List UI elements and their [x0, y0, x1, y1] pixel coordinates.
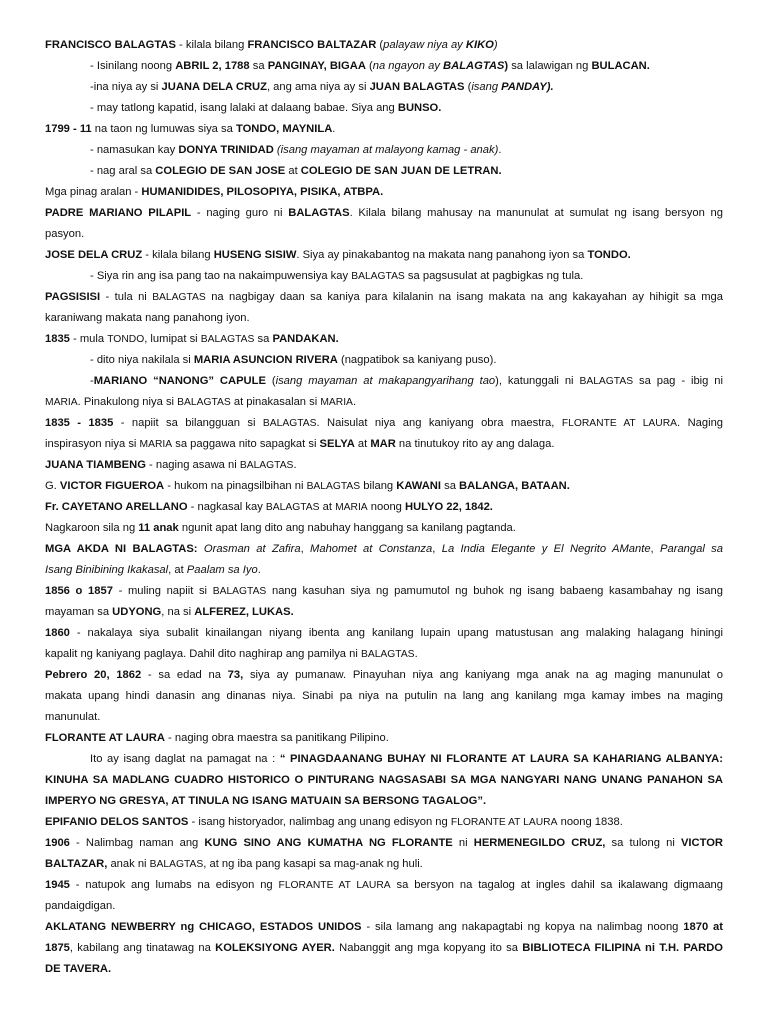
bold-italic-wrapper [501, 81, 553, 93]
bold-text: “ PINAGDAANANG BUHAY NI FLORANTE AT LAURA SA KAHARIANG ALBANYA: [279, 753, 723, 765]
text-line [45, 749, 723, 770]
bold-text: KINUHA SA MADLANG CUADRO HISTORICO O PINTURANG NAGSASABI SA MGA NANGYARI NANG UNANG PANAHON SA [45, 774, 723, 786]
small-caps-name: BALAGTAS [239, 460, 294, 471]
text-run: ( [464, 81, 472, 93]
bold-text: 1835 [45, 333, 70, 345]
bold-text: JUAN BALAGTAS [369, 81, 465, 93]
text-run: , at [168, 564, 187, 576]
text-run: at pinakasalan si [230, 396, 321, 408]
bold-text: VICTOR FIGUEROA [59, 480, 165, 492]
text-line [45, 791, 723, 812]
bold-text: 1906 [45, 837, 70, 849]
italic-text: La India Elegante y El Negrito AMante [441, 543, 651, 555]
small-caps-name: BALAGTAS [262, 418, 317, 429]
bold-text: 1860 [45, 627, 70, 639]
text-line [45, 665, 723, 686]
text-line [45, 98, 723, 119]
text-run: - kilala bilang [142, 249, 214, 261]
text-line [45, 308, 723, 329]
text-line [45, 707, 723, 728]
text-run: . Kilala bilang mahusay na manunulat at sumulat ng isang bersyon ng [349, 207, 723, 219]
bold-text: UDYONG [112, 606, 162, 618]
italic-text: Mahomet at Constanza [310, 543, 433, 555]
text-line [45, 455, 723, 476]
text-run: - naging guro ni [191, 207, 289, 219]
text-run: , [300, 543, 311, 555]
small-caps-name: MARIA [45, 397, 78, 408]
text-run: , lumipat si [144, 333, 201, 345]
text-line [45, 350, 723, 371]
small-caps-name: BALAGTAS [360, 649, 415, 660]
text-run: pandaigdigan. [45, 900, 116, 912]
bold-text: HUSENG SISIW [213, 249, 297, 261]
text-run: - hukom na pinagsilbihan ni [164, 480, 307, 492]
bold-italic-text: PANDAY). [501, 81, 554, 93]
bold-text: JUANA TIAMBENG [45, 459, 146, 471]
text-line [45, 581, 723, 602]
text-run: - [90, 375, 94, 387]
text-line [45, 224, 723, 245]
text-run: - sa edad na [141, 669, 228, 681]
text-line [45, 245, 723, 266]
text-run: , ang ama niya ay si [266, 81, 370, 93]
small-caps-name: FLORANTE AT LAURA [561, 418, 678, 429]
bold-text: HULYO 22, 1842. [405, 501, 493, 513]
bold-text: 1856 o 1857 [45, 585, 113, 597]
text-run: sa lalawigan ng [508, 60, 592, 72]
text-line [45, 728, 723, 749]
text-line [45, 287, 723, 308]
bold-text: MAR [370, 438, 396, 450]
small-caps-name: BALAGTAS [306, 481, 361, 492]
bold-text: COLEGIO DE SAN JOSE [155, 165, 286, 177]
bold-text: PANGINAY, BIGAA [267, 60, 366, 72]
text-run: , kabilang ang tinatawag na [69, 942, 216, 954]
text-run: siya ay pumanaw. Pinayuhan niya ang kaniyang mga anak na ag maging manunulat o [243, 669, 723, 681]
text-run: - naging asawa ni [145, 459, 240, 471]
text-run: - mula [69, 333, 108, 345]
text-run: noong [367, 501, 406, 513]
text-line [45, 434, 723, 455]
text-run: . [293, 459, 297, 471]
italic-text: isang mayaman at makapangyarihang tao [275, 375, 496, 387]
text-line [45, 644, 723, 665]
text-run: - naging obra maestra sa panitikang Pilipino. [164, 732, 389, 744]
small-caps-name: BALAGTAS [200, 334, 255, 345]
bold-text: JUANA DELA CRUZ [161, 81, 267, 93]
text-run: ni [452, 837, 474, 849]
small-caps-name: BALAGTAS [149, 859, 204, 870]
bold-text: KOLEKSIYONG AYER. [215, 942, 335, 954]
text-run: at [319, 501, 336, 513]
text-run: - nakalaya siya subalit kinailangan niyang ibenta ang kanilang lupain upang matustusan ang malaking halagang hiningi [69, 627, 723, 639]
bold-italic-wrapper [466, 39, 494, 51]
text-line [45, 896, 723, 917]
text-line [45, 77, 723, 98]
text-run: - nagkasal kay [187, 501, 266, 513]
text-run: sa tulong ni [605, 837, 681, 849]
text-run: nang kasuhan siya ng pamumutol ng buhok ng isang babaeng kasambahay ng isang [266, 585, 723, 597]
bold-text: FRANCISCO BALAGTAS [45, 39, 176, 51]
bold-text: FLORANTE AT LAURA [45, 732, 165, 744]
text-line [45, 119, 723, 140]
small-caps-name: BALAGTAS [177, 397, 231, 408]
text-line [45, 560, 723, 581]
text-run: na tinutukoy rito ay ang dalaga. [395, 438, 555, 450]
bold-text: BIBLIOTECA FILIPINA ni T.H. PARDO [522, 942, 723, 954]
bold-text: FRANCISCO BALTAZAR [247, 39, 377, 51]
bold-text: VICTOR [680, 837, 723, 849]
bold-text: 1799 - 11 [45, 123, 92, 135]
bold-text: BULACAN. [591, 60, 650, 72]
text-line [45, 917, 723, 938]
text-run: bilang [360, 480, 397, 492]
italic-text: Paalam sa Iyo [186, 564, 258, 576]
text-run: at [354, 438, 371, 450]
text-line [45, 497, 723, 518]
text-run: - tula ni [100, 291, 153, 303]
text-run: - Siya rin ang isa pang tao na nakaimpuwensiya kay [90, 270, 352, 282]
small-caps-name: FLORANTE AT LAURA [450, 817, 558, 828]
text-run: G. [45, 480, 60, 492]
bold-text: BALAGTAS [288, 207, 350, 219]
text-run: anak ni [107, 858, 150, 870]
bold-text: BUNSO. [397, 102, 442, 114]
small-caps-name: TONDO [107, 334, 145, 345]
text-line [45, 770, 723, 791]
bold-text: EPIFANIO DELOS SANTOS [45, 816, 189, 828]
bold-text: IMPERYO NG GRESYA, AT TINULA NG ISANG MATUAIN SA BERSONG TAGALOG”. [45, 795, 487, 807]
text-line [45, 329, 723, 350]
text-run: -ina niya ay si [90, 81, 162, 93]
text-run: - may tatlong kapatid, isang lalaki at dalaang babae. Siya ang [90, 102, 398, 114]
text-run: - Isinilang noong [90, 60, 176, 72]
text-run: - sila lamang ang nakapagtabi ng kopya na nalimbag noong [361, 921, 684, 933]
bold-text: HERMENEGILDO CRUZ, [473, 837, 606, 849]
bold-text: MGA AKDA NI BALAGTAS: [45, 543, 198, 555]
text-line [45, 686, 723, 707]
text-run: - napiit sa bilangguan si [113, 417, 263, 429]
text-run: ( [365, 60, 373, 72]
text-run: mayaman sa [45, 606, 113, 618]
text-line [45, 392, 723, 413]
small-caps-name: FLORANTE AT LAURA [278, 880, 391, 891]
text-line [45, 539, 723, 560]
bold-italic-text: KIKO [465, 39, 494, 51]
text-run: Ito ay isang daglat na pamagat na : [90, 753, 280, 765]
text-run: . [498, 144, 502, 156]
bold-text: ALFEREZ, LUKAS. [194, 606, 294, 618]
bold-text: DE TAVERA. [45, 963, 112, 975]
text-run: sa pagsusulat at pagbigkas ng tula. [404, 270, 584, 282]
text-run: . Naisulat niya ang kaniyang obra maestra, [316, 417, 562, 429]
text-run: - kilala bilang [175, 39, 248, 51]
bold-text: Fr. CAYETANO ARELLANO [45, 501, 188, 513]
bold-text: MARIANO “NANONG” CAPULE [93, 375, 266, 387]
text-line [45, 476, 723, 497]
text-run: na taon ng lumuwas siya sa [91, 123, 236, 135]
text-line [45, 854, 723, 875]
italic-text: na ngayon ay [372, 60, 444, 72]
bold-text: 1835 - 1835 [45, 417, 114, 429]
bold-text: ABRIL 2, 1788 [175, 60, 250, 72]
text-run: inspirasyon niya si [45, 438, 140, 450]
text-run: - dito niya nakilala si [90, 354, 194, 366]
text-line [45, 518, 723, 539]
text-run: , na si [161, 606, 195, 618]
italic-text: (isang mayaman at malayong kamag - anak) [273, 144, 499, 156]
italic-text: ) [493, 39, 498, 51]
text-run: makata upang hindi danasin ang dinanas niya. Sinabi pa niya na putulin na lang ang kanilang mga kamay imbes na maging [45, 690, 723, 702]
italic-text: Isang Binibining Ikakasal [45, 564, 169, 576]
bold-italic-text: BALAGTAS [443, 60, 505, 72]
bold-text: 11 anak [138, 522, 179, 534]
text-run: (nagpatibok sa kaniyang puso). [337, 354, 497, 366]
text-line [45, 413, 723, 434]
bold-italic-wrapper [443, 60, 504, 72]
text-line [45, 833, 723, 854]
text-run: . [352, 396, 357, 408]
text-run: , [650, 543, 661, 555]
text-run: . [257, 564, 261, 576]
bold-text: PANDAKAN. [272, 333, 339, 345]
document-body [45, 35, 723, 980]
text-run: . Naging [677, 417, 723, 429]
text-run: ( [376, 39, 384, 51]
text-run: sa [441, 480, 460, 492]
bold-text: DONYA TRINIDAD [178, 144, 274, 156]
text-run: . [414, 648, 418, 660]
text-run: Nagkaroon sila ng [45, 522, 139, 534]
text-run: - Nalimbag naman ang [69, 837, 205, 849]
bold-text: 1945 [45, 879, 70, 891]
text-line [45, 182, 723, 203]
bold-text: COLEGIO DE SAN JUAN DE LETRAN. [300, 165, 502, 177]
text-run: na nagbigay daan sa kaniya para kilalanin na isang makata na ang kakayahan ay hihigit sa mga [205, 291, 723, 303]
bold-text: BALANGA, BATAAN. [459, 480, 570, 492]
text-line [45, 812, 723, 833]
bold-text: 1875 [45, 942, 70, 954]
small-caps-name: MARIA [320, 397, 353, 408]
text-line [45, 875, 723, 896]
small-caps-name: BALAGTAS [351, 271, 405, 282]
text-run: manunulat. [45, 711, 101, 723]
italic-text: Parangal sa [660, 543, 723, 555]
text-run: . Pinakulong niya si [77, 396, 178, 408]
text-run: ngunit apat lang dito ang nabuhay hanggang sa kanilang pagtanda. [178, 522, 516, 534]
small-caps-name: BALAGTAS [212, 586, 267, 597]
italic-text: Orasman at Zafira [203, 543, 301, 555]
italic-text: isang [471, 81, 502, 93]
italic-text: palayaw niya ay [383, 39, 466, 51]
text-line [45, 56, 723, 77]
text-run: pasyon. [45, 228, 85, 240]
small-caps-name: BALAGTAS [265, 502, 320, 513]
text-run: ( [265, 375, 276, 387]
bold-text: KAWANI [396, 480, 441, 492]
text-run: ), katunggali ni [495, 375, 580, 387]
bold-text: MARIA ASUNCION RIVERA [193, 354, 338, 366]
text-line [45, 959, 723, 980]
text-run: Mga pinag aralan - [45, 186, 142, 198]
text-line [45, 140, 723, 161]
text-line [45, 203, 723, 224]
text-run: - nag aral sa [90, 165, 156, 177]
small-caps-name: BALAGTAS [152, 292, 206, 303]
text-run: . Siya ay pinakabantog na makata nang panahong iyon sa [296, 249, 588, 261]
text-line [45, 266, 723, 287]
text-line [45, 623, 723, 644]
text-run: sa [254, 333, 273, 345]
bold-text: HUMANIDIDES, PILOSOPIYA, PISIKA, ATBPA. [141, 186, 384, 198]
bold-text: KUNG SINO ANG KUMATHA NG FLORANTE [204, 837, 453, 849]
small-caps-name: MARIA [139, 439, 173, 450]
text-run: - isang historyador, nalimbag ang unang edisyon ng [188, 816, 451, 828]
bold-text: PADRE MARIANO PILAPIL [45, 207, 192, 219]
small-caps-name: BALAGTAS [579, 376, 634, 387]
text-run: karaniwang makata nang panahong iyon. [45, 312, 250, 324]
bold-text: SELYA [319, 438, 355, 450]
bold-text: JOSE DELA CRUZ [45, 249, 143, 261]
text-line [45, 938, 723, 959]
text-run: at [285, 165, 301, 177]
bold-text: 1870 at [683, 921, 723, 933]
bold-text: TONDO. [587, 249, 631, 261]
text-line [45, 35, 723, 56]
text-line [45, 371, 723, 392]
text-run: sa [249, 60, 268, 72]
text-run: , at ng iba pang kasapi sa mag-anak ng huli. [203, 858, 423, 870]
text-run: - muling napiit si [112, 585, 213, 597]
text-run: - natupok ang lumabs na edisyon ng [69, 879, 279, 891]
bold-text: ) [504, 60, 509, 72]
text-run: kapalit ng kaniyang paglaya. Dahil dito naghirap ang pamilya ni [45, 648, 361, 660]
text-run: sa bersyon na tagalog at ingles dahil sa ikalawang digmaang [390, 879, 723, 891]
bold-text: PAGSISISI [45, 291, 101, 303]
text-run: sa pag - ibig ni [633, 375, 723, 387]
bold-text: BALTAZAR, [45, 858, 108, 870]
text-run: , [432, 543, 442, 555]
text-line [45, 161, 723, 182]
text-run: Nabanggit ang mga kopyang ito sa [334, 942, 523, 954]
bold-text: 73, [227, 669, 244, 681]
text-run: noong 1838. [557, 816, 623, 828]
text-run: sa paggawa nito sapagkat si [172, 438, 320, 450]
text-line [45, 602, 723, 623]
text-run: . [332, 123, 336, 135]
bold-text: TONDO, MAYNILA [235, 123, 333, 135]
text-run: - namasukan kay [90, 144, 179, 156]
small-caps-name: MARIA [335, 502, 368, 513]
bold-text: Pebrero 20, 1862 [45, 669, 142, 681]
bold-text: AKLATANG NEWBERRY ng CHICAGO, ESTADOS UNIDOS [45, 921, 362, 933]
